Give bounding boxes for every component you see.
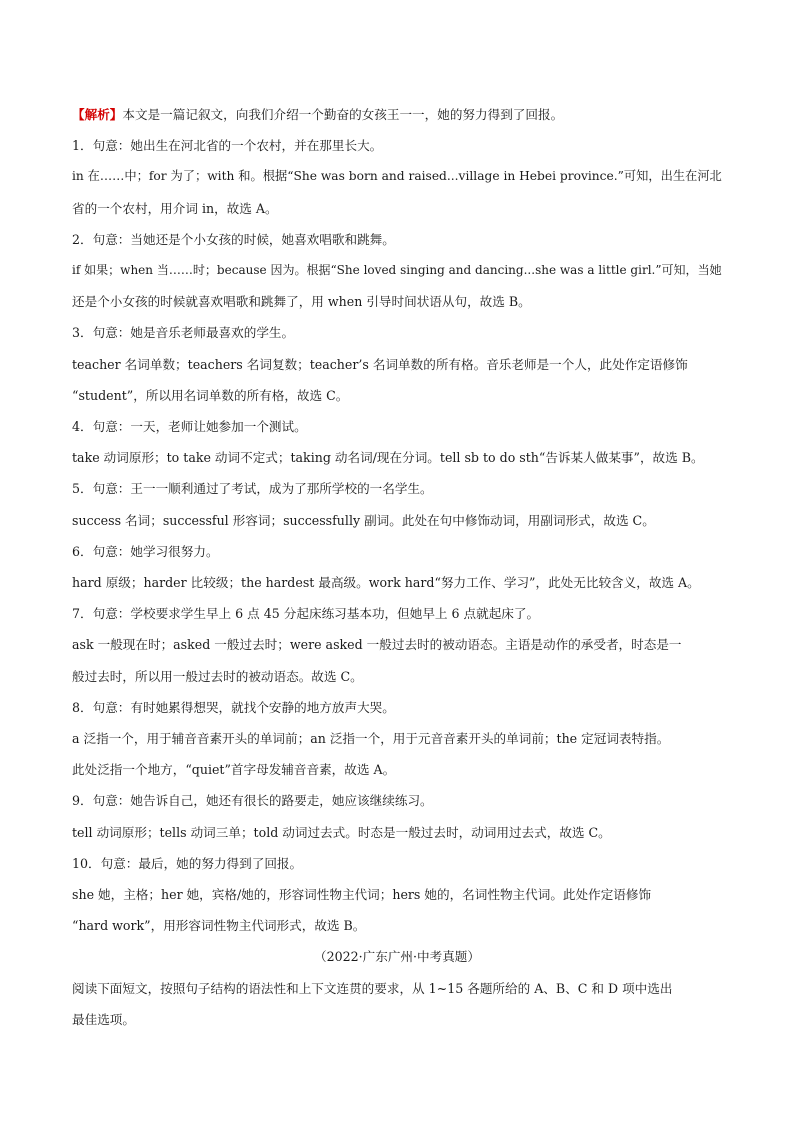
analysis-line: 此处泛指一个地方，“quiet”首字母发辅音音素，故选 A。 xyxy=(72,762,396,778)
analysis-line: 6．句意：她学习很努力。 xyxy=(72,543,219,559)
analysis-line: hard 原级；harder 比较级；the hardest 最高级。work hard“努力工作、学习”，此处无比较含义，故选 A。 xyxy=(72,575,700,591)
analysis-line: 还是个小女孩的时候就喜欢唱歌和跳舞了，用 when 引导时间状语从句，故选 B。 xyxy=(72,294,531,310)
document-body xyxy=(72,99,722,1035)
instructions xyxy=(72,973,722,1035)
analysis-line: ask 一般现在时；asked 一般过去时；were asked 一般过去时的被动语态。主语是动作的承受者，时态是一 xyxy=(72,637,682,653)
analysis-line: 9．句意：她告诉自己，她还有很长的路要走，她应该继续练习。 xyxy=(72,793,433,809)
analysis-intro xyxy=(72,99,722,130)
analysis-line: she 她，主格；her 她，宾格/她的，形容词性物主代词；hers 她的，名词性物主代词。此处作定语修饰 xyxy=(72,887,652,903)
analysis-line: 8．句意：有时她累得想哭，就找个安静的地方放声大哭。 xyxy=(72,699,395,715)
analysis-line: 1．句意：她出生在河北省的一个农村，并在那里长大。 xyxy=(72,138,383,154)
analysis-line: 3．句意：她是音乐老师最喜欢的学生。 xyxy=(72,325,295,341)
analysis-line: 5．句意：王一一顺利通过了考试，成为了那所学校的一名学生。 xyxy=(72,481,433,497)
analysis-line: success 名词；successful 形容词；successfully 副词。此处在句中修饰动词，用副词形式，故选 C。 xyxy=(72,512,655,528)
analysis-line: 7．句意：学校要求学生早上 6 点 45 分起床练习基本功，但她早上 6 点就起床了。 xyxy=(72,606,540,622)
instruction-line: 阅读下面短文，按照句子结构的语法性和上下文连贯的要求，从 1~15 各题所给的 A、B、C 和 D 项中选出 xyxy=(72,980,673,996)
analysis-line: if 如果；when 当……时；because 因为。根据“She loved singing and dancing...she was a little girl.”可知，当她 xyxy=(72,263,722,278)
analysis-line: 10．句意：最后，她的努力得到了回报。 xyxy=(72,855,303,871)
analysis-line: a 泛指一个，用于辅音音素开头的单词前；an 泛指一个，用于元音音素开头的单词前；the 定冠词表特指。 xyxy=(72,731,670,747)
analysis-tag: 【解析】 xyxy=(72,107,123,122)
analysis-line: 省的一个农村，用介词 in，故选 A。 xyxy=(72,200,278,216)
analysis-line: 4．句意：一天，老师让她参加一个测试。 xyxy=(72,419,307,435)
analysis-line: in 在……中；for 为了；with 和。根据“She was born and raised...village in Hebei province.”可知，出生在河北 xyxy=(72,169,722,184)
analysis-line: tell 动词原形；tells 动词三单；told 动词过去式。时态是一般过去时，动词用过去式，故选 C。 xyxy=(72,824,611,840)
analysis-intro-text: 本文是一篇记叙文，向我们介绍一个勤奋的女孩王一一，她的努力得到了回报。 xyxy=(122,107,564,122)
analysis-line: teacher 名词单数；teachers 名词复数；teacher’s 名词单数的所有格。音乐老师是一个人，此处作定语修饰 xyxy=(72,356,688,372)
analysis-line: 般过去时，所以用一般过去时的被动语态。故选 C。 xyxy=(72,668,363,684)
source-label: （2022·广东广州·中考真题） xyxy=(314,949,480,965)
analysis-lines xyxy=(72,130,722,941)
instruction-line: 最佳选项。 xyxy=(72,1011,135,1027)
analysis-line: 2．句意：当她还是个小女孩的时候，她喜欢唱歌和跳舞。 xyxy=(72,231,395,247)
analysis-line: take 动词原形；to take 动词不定式；taking 动名词/现在分词。tell sb to do sth“告诉某人做某事”，故选 B。 xyxy=(72,450,704,466)
analysis-line: “hard work”，用形容词性物主代词形式，故选 B。 xyxy=(72,918,366,934)
analysis-line: “student”，所以用名词单数的所有格，故选 C。 xyxy=(72,387,349,403)
